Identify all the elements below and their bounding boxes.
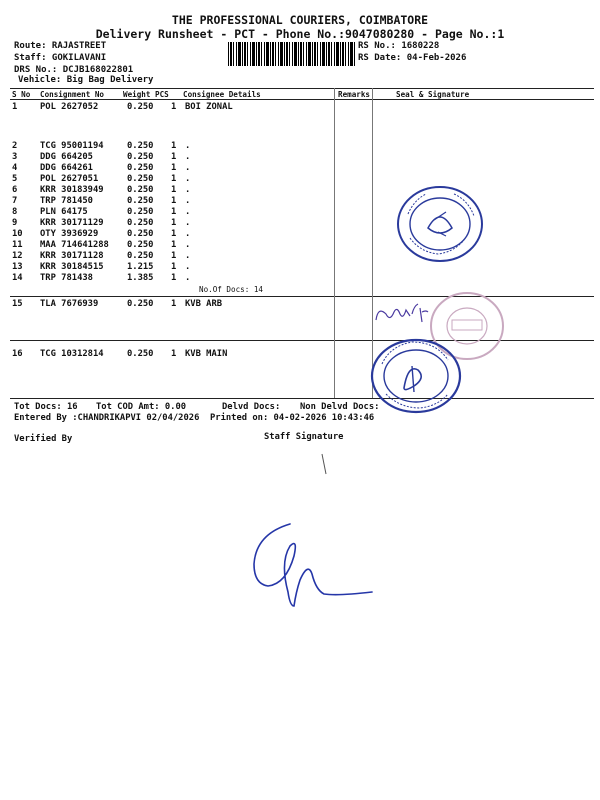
row-weight: 0.250 — [127, 349, 154, 359]
row-weight: 0.250 — [127, 299, 154, 309]
row-sno: 6 — [12, 185, 18, 195]
row-consignee: BOI ZONAL — [185, 102, 233, 112]
col-seal: Seal & Signature — [396, 90, 470, 99]
no-of-docs: No.Of Docs: 14 — [199, 285, 264, 294]
row-consignment-no: TRP 781438 — [40, 273, 93, 283]
row-weight: 1.215 — [127, 262, 154, 272]
row-pcs: 1 — [171, 273, 177, 283]
row-weight: 0.250 — [127, 229, 154, 239]
row-weight: 0.250 — [127, 174, 154, 184]
row-sno: 4 — [12, 163, 18, 173]
row-sno: 10 — [12, 229, 23, 239]
col-pcs: PCS — [155, 90, 169, 99]
rs-number: RS No.: 1680228 — [358, 41, 440, 51]
row-consignment-no: TRP 781450 — [40, 196, 93, 206]
row-sno: 15 — [12, 299, 23, 309]
rs-date: RS Date: 04-Feb-2026 — [358, 53, 467, 63]
row-consignment-no: DDG 664261 — [40, 163, 93, 173]
row-weight: 0.250 — [127, 207, 154, 217]
row-consignee: . — [185, 218, 191, 228]
col-consignment: Consignment No — [40, 90, 105, 99]
row-consignee: . — [185, 251, 191, 261]
row-weight: 0.250 — [127, 218, 154, 228]
row-sno: 8 — [12, 207, 18, 217]
row-pcs: 1 — [171, 240, 177, 250]
row-pcs: 1 — [171, 262, 177, 272]
printed-on: Printed on: 04-02-2026 10:43:46 — [210, 413, 375, 423]
row-pcs: 1 — [171, 207, 177, 217]
row-consignment-no: PLN 64175 — [40, 207, 88, 217]
row-consignment-no: DDG 664205 — [40, 152, 93, 162]
row-pcs: 1 — [171, 229, 177, 239]
row-pcs: 1 — [171, 196, 177, 206]
row-weight: 0.250 — [127, 152, 154, 162]
drs-number: DRS No.: DCJB168022801 — [14, 65, 134, 75]
row-weight: 0.250 — [127, 185, 154, 195]
row-pcs: 1 — [171, 163, 177, 173]
remarks-divider — [334, 88, 335, 398]
row-consignment-no: POL 2627052 — [40, 102, 99, 112]
col-weight: Weight — [123, 90, 151, 99]
row-consignee: . — [185, 174, 191, 184]
row-sno: 11 — [12, 240, 23, 250]
row-sno: 16 — [12, 349, 23, 359]
barcode — [228, 42, 356, 66]
row-sno: 13 — [12, 262, 23, 272]
row-consignee: . — [185, 262, 191, 272]
row-consignment-no: MAA 714641288 — [40, 240, 109, 250]
table-header-rule — [10, 99, 594, 100]
company-title: THE PROFESSIONAL COURIERS, COIMBATORE — [171, 13, 429, 27]
row-consignment-no: TCG 95001194 — [40, 141, 104, 151]
row-sno: 2 — [12, 141, 18, 151]
row-consignee: . — [185, 207, 191, 217]
row-sno: 3 — [12, 152, 18, 162]
row-sno: 12 — [12, 251, 23, 261]
pen-mark — [318, 452, 332, 478]
row-weight: 0.250 — [127, 141, 154, 151]
row-pcs: 1 — [171, 141, 177, 151]
row-consignee: . — [185, 196, 191, 206]
row-consignee: . — [185, 240, 191, 250]
row-sno: 9 — [12, 218, 18, 228]
table-bottom-rule — [10, 398, 594, 399]
row-consignment-no: OTY 3936929 — [40, 229, 99, 239]
handwritten-signature-arb — [372, 298, 432, 330]
row-consignee: . — [185, 229, 191, 239]
vysya-bank-stamp — [368, 336, 464, 414]
row-consignee: . — [185, 152, 191, 162]
row-pcs: 1 — [171, 174, 177, 184]
row-pcs: 1 — [171, 218, 177, 228]
non-delivered-docs: Non Delvd Docs: — [300, 402, 380, 412]
row-pcs: 1 — [171, 349, 177, 359]
table-top-rule — [10, 88, 594, 89]
row-consignment-no: KRR 30184515 — [40, 262, 104, 272]
row-sno: 7 — [12, 196, 18, 206]
row-sno: 14 — [12, 273, 23, 283]
verified-by-label: Verified By — [14, 434, 73, 444]
row-consignee: KVB MAIN — [185, 349, 228, 359]
staff-signature-label: Staff Signature — [264, 432, 344, 442]
runsheet-subtitle: Delivery Runsheet - PCT - Phone No.:9047080280 - Page No.:1 — [95, 27, 505, 41]
col-sno: S No — [12, 90, 31, 99]
total-cod-amount: Tot COD Amt: 0.00 — [96, 402, 187, 412]
row-consignee: KVB ARB — [185, 299, 223, 309]
total-docs: Tot Docs: 16 — [14, 402, 78, 412]
row-consignee: . — [185, 273, 191, 283]
row-pcs: 1 — [171, 152, 177, 162]
vehicle-label: Vehicle: Big Bag Delivery — [18, 75, 154, 85]
row-consignee: . — [185, 185, 191, 195]
row-weight: 0.250 — [127, 251, 154, 261]
row-consignment-no: KRR 30171129 — [40, 218, 104, 228]
row-pcs: 1 — [171, 251, 177, 261]
row-consignee: . — [185, 163, 191, 173]
row-pcs: 1 — [171, 299, 177, 309]
col-consignee: Consignee Details — [183, 90, 261, 99]
row-weight: 0.250 — [127, 196, 154, 206]
row-consignment-no: KRR 30171128 — [40, 251, 104, 261]
row-weight: 0.250 — [127, 102, 154, 112]
staff-handwritten-signature — [246, 520, 376, 620]
row-consignee: . — [185, 141, 191, 151]
row-weight: 1.385 — [127, 273, 154, 283]
row-pcs: 1 — [171, 102, 177, 112]
delivered-docs: Delvd Docs: — [222, 402, 281, 412]
row-weight: 0.250 — [127, 240, 154, 250]
row-consignment-no: KRR 30183949 — [40, 185, 104, 195]
row-weight: 0.250 — [127, 163, 154, 173]
row-consignment-no: POL 2627051 — [40, 174, 99, 184]
boi-zonal-stamp — [394, 184, 486, 264]
row-consignment-no: TCG 10312814 — [40, 349, 104, 359]
row-pcs: 1 — [171, 185, 177, 195]
row-sno: 5 — [12, 174, 18, 184]
route-label: Route: RAJASTREET — [14, 41, 107, 51]
staff-label: Staff: GOKILAVANI — [14, 53, 107, 63]
col-remarks: Remarks — [338, 90, 371, 99]
row-sno: 1 — [12, 102, 18, 112]
row-consignment-no: TLA 7676939 — [40, 299, 99, 309]
entered-by: Entered By :CHANDRIKAPVI 02/04/2026 — [14, 413, 200, 423]
